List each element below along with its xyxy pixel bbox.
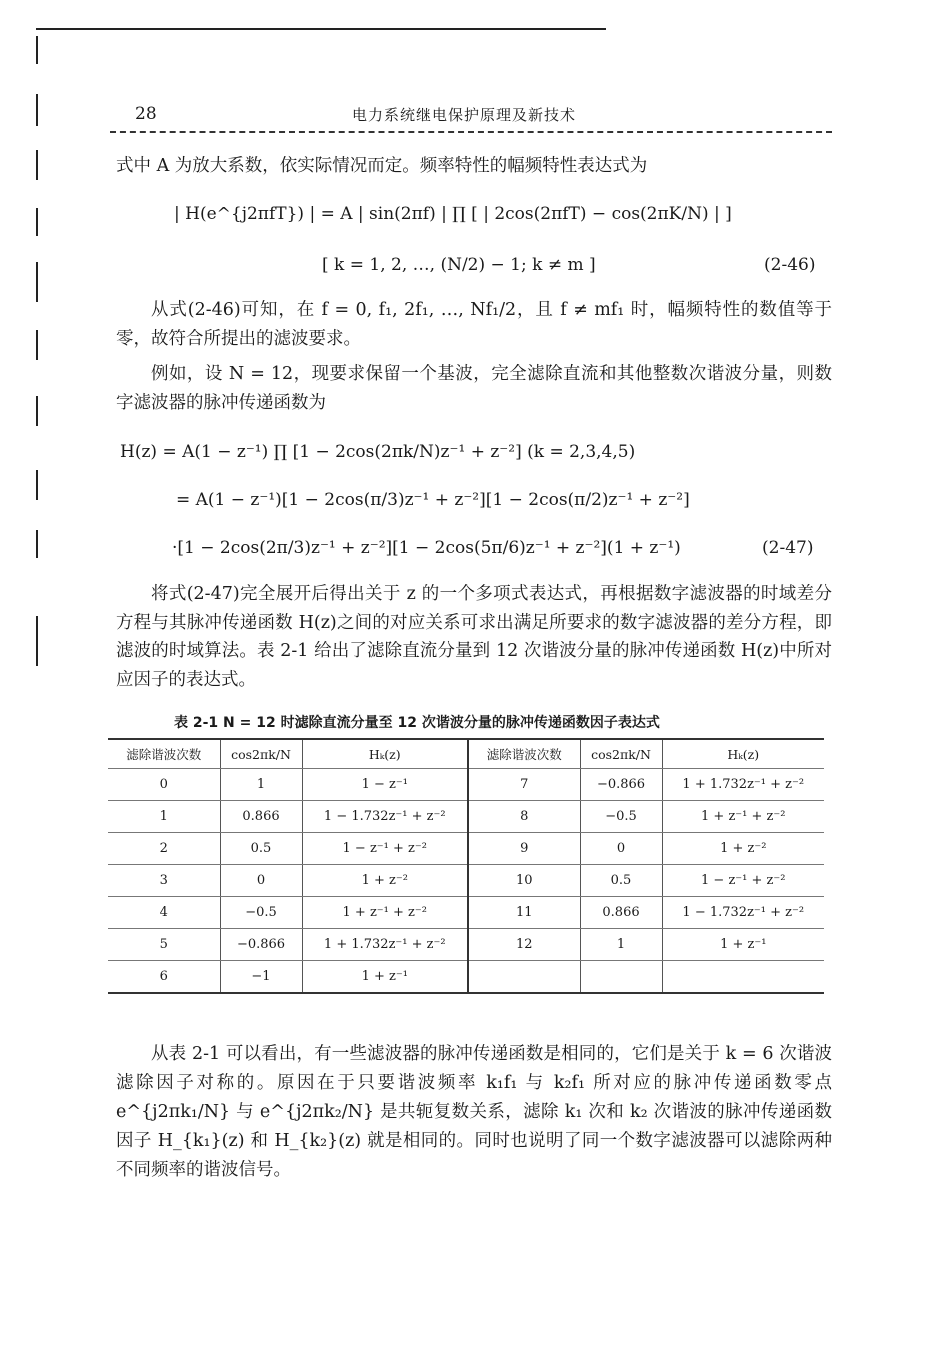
table-cell: 5 [108, 929, 220, 961]
table-cell: 0 [580, 833, 662, 865]
equation-2-47-line3: ·[1 − 2cos(2π/3)z⁻¹ + z⁻²][1 − 2cos(5π/6)z⁻¹ + z⁻²](1 + z⁻¹) [172, 538, 681, 558]
paragraph: 式中 A 为放大系数，依实际情况而定。频率特性的幅频特性表达式为 [116, 156, 648, 176]
binding-mark [36, 470, 38, 500]
table-cell: −0.5 [220, 897, 302, 929]
paragraph: 例如，设 N = 12，现要求保留一个基波，完全滤除直流和其他整数次谐波分量，则数字滤波器的脉冲传递函数为 [116, 364, 832, 413]
table-cell: 1 + z⁻¹ + z⁻² [662, 801, 824, 833]
table-cell: 0.5 [580, 865, 662, 897]
table-cell: 1 [220, 769, 302, 801]
paragraph: 从式(2-46)可知，在 f = 0, f₁, 2f₁, …, Nf₁/2，且 f ≠ mf₁ 时，幅频特性的数值等于零，故符合所提出的滤波要求。 [116, 300, 832, 349]
table-cell: 1 − 1.732z⁻¹ + z⁻² [302, 801, 468, 833]
table-row [108, 769, 824, 801]
column-header: cos2πk/N [220, 739, 302, 769]
paragraph: 将式(2-47)完全展开后得出关于 z 的一个多项式表达式，再根据数字滤波器的时域差分方程与其脉冲传递函数 H(z)之间的对应关系可求出满足所要求的数字滤波器的差分方程，即滤波的时域算法。表 2-1 给出了滤除直流分量到 12 次谐波分量的脉冲传递函数 H(z)中所对应因子的表达式。 [116, 584, 832, 690]
table-cell: 2 [108, 833, 220, 865]
table-cell: −0.866 [580, 769, 662, 801]
table-row [108, 865, 824, 897]
equation-2-47-line2: = A(1 − z⁻¹)[1 − 2cos(π/3)z⁻¹ + z⁻²][1 − 2cos(π/2)z⁻¹ + z⁻²] [176, 490, 690, 510]
table-cell [468, 961, 580, 994]
column-header: cos2πk/N [580, 739, 662, 769]
table-cell: −0.866 [220, 929, 302, 961]
table-cell: 0.5 [220, 833, 302, 865]
column-header: 滤除谐波次数 [108, 739, 220, 769]
binding-mark [36, 36, 38, 64]
binding-mark [36, 330, 38, 360]
table-cell [580, 961, 662, 994]
table-cell: 1 [580, 929, 662, 961]
binding-mark [36, 208, 38, 236]
binding-mark [36, 530, 38, 558]
table-row [108, 929, 824, 961]
equation-2-46-line2: [ k = 1, 2, …, (N/2) − 1; k ≠ m ] [322, 255, 596, 275]
column-header: Hₖ(z) [662, 739, 824, 769]
table-cell: 1 + z⁻² [302, 865, 468, 897]
table-cell: 7 [468, 769, 580, 801]
column-header: 滤除谐波次数 [468, 739, 580, 769]
header-divider [110, 131, 832, 133]
table-cell: 3 [108, 865, 220, 897]
harmonic-factor-table [108, 738, 824, 994]
table-cell: −1 [220, 961, 302, 994]
table-cell: −0.5 [580, 801, 662, 833]
table-cell: 0.866 [580, 897, 662, 929]
table-cell: 1 + 1.732z⁻¹ + z⁻² [302, 929, 468, 961]
table-cell: 11 [468, 897, 580, 929]
equation-number: (2-46) [764, 255, 816, 275]
table-cell: 1 − z⁻¹ + z⁻² [662, 865, 824, 897]
binding-mark [36, 396, 38, 426]
binding-mark [36, 262, 38, 302]
table-cell: 1 + z⁻¹ + z⁻² [302, 897, 468, 929]
equation-number: (2-47) [762, 538, 814, 558]
table-cell: 1 − z⁻¹ [302, 769, 468, 801]
table-cell: 1 − z⁻¹ + z⁻² [302, 833, 468, 865]
table-cell: 0.866 [220, 801, 302, 833]
table-cell: 1 [108, 801, 220, 833]
scan-top-rule [36, 28, 606, 30]
table-row [108, 897, 824, 929]
binding-mark [36, 94, 38, 126]
equation-2-47-line1: H(z) = A(1 − z⁻¹) ∏ [1 − 2cos(2πk/N)z⁻¹ + z⁻²] (k = 2,3,4,5) [120, 442, 636, 462]
table-row [108, 961, 824, 994]
table-cell: 1 + 1.732z⁻¹ + z⁻² [662, 769, 824, 801]
binding-mark [36, 150, 38, 180]
table-cell: 10 [468, 865, 580, 897]
table-cell [662, 961, 824, 994]
table-cell: 8 [468, 801, 580, 833]
table-row [108, 801, 824, 833]
table-cell: 1 + z⁻² [662, 833, 824, 865]
paragraph: 从表 2-1 可以看出，有一些滤波器的脉冲传递函数是相同的，它们是关于 k = 6 次谐波滤除因子对称的。原因在于只要谐波频率 k₁f₁ 与 k₂f₁ 所对应的脉冲传递函数零点 e^{j2πk₁/N} 与 e^{j2πk₂/N} 是共轭复数关系，滤除 k₁ 次和 k₂ 次谐波的脉冲传递函数因子 H_{k₁}(z) 和 H_{k₂}(z) 就是相同的。同时也说明了同一个数字滤波器可以滤除两种不同频率的谐波信号。 [116, 1044, 832, 1180]
running-title: 电力系统继电保护原理及新技术 [352, 106, 577, 124]
table-cell: 1 + z⁻¹ [302, 961, 468, 994]
table-header-row [108, 739, 824, 769]
table-cell: 4 [108, 897, 220, 929]
table-cell: 0 [108, 769, 220, 801]
table-caption: 表 2-1 N = 12 时滤除直流分量至 12 次谐波分量的脉冲传递函数因子表达式 [174, 715, 660, 731]
table-cell: 9 [468, 833, 580, 865]
table-cell: 0 [220, 865, 302, 897]
table-cell: 6 [108, 961, 220, 994]
binding-mark [36, 616, 38, 666]
table-cell: 12 [468, 929, 580, 961]
column-header: Hₖ(z) [302, 739, 468, 769]
table-cell: 1 − 1.732z⁻¹ + z⁻² [662, 897, 824, 929]
table-cell: 1 + z⁻¹ [662, 929, 824, 961]
equation-2-46-line1: | H(e^{j2πfT}) | = A | sin(2πf) | ∏ [ | 2cos(2πfT) − cos(2πK/N) | ] [174, 204, 732, 224]
table-row [108, 833, 824, 865]
page-number: 28 [135, 104, 157, 124]
